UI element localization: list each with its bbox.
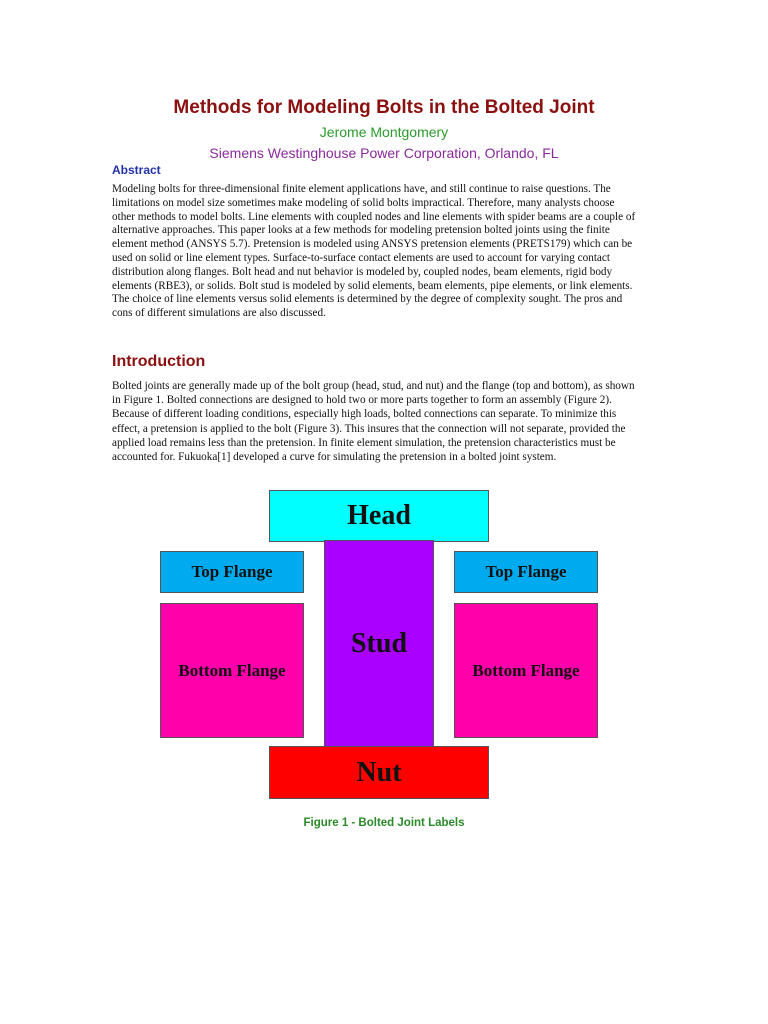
paper-title: Methods for Modeling Bolts in the Bolted Joint xyxy=(173,97,595,118)
bottom-flange-left-block xyxy=(160,603,304,738)
nut-block xyxy=(269,746,489,799)
author-name: Jerome Montgomery xyxy=(319,124,449,140)
top-flange-right-label: Top Flange xyxy=(485,562,567,581)
head-label: Head xyxy=(347,500,411,531)
top-flange-left-block xyxy=(160,551,304,593)
introduction-heading: Introduction xyxy=(112,353,206,370)
stud-block xyxy=(324,540,434,748)
author-affiliation: Siemens Westinghouse Power Corporation, Orlando, FL xyxy=(209,145,559,161)
head-block xyxy=(269,490,489,542)
bottom-flange-right-label: Bottom Flange xyxy=(472,660,580,680)
bottom-flange-right-block xyxy=(454,603,598,738)
figure-caption: Figure 1 - Bolted Joint Labels xyxy=(303,817,465,829)
nut-label: Nut xyxy=(356,756,402,788)
top-flange-right-block xyxy=(454,551,598,593)
top-flange-left-label: Top Flange xyxy=(191,562,273,581)
introduction-paragraph: Bolted joints are generally made up of the bolt group (head, stud, and nut) and the flange (top and bottom), as shown in Figure 1. Bolted connections are designed to hold two or more parts together to form an assembly (Figure 2). Because of different loading conditions, especially high loads, bolted connections can separate. To minimize this effect, a pretension is applied to the bolt (Figure 3). This insures that the connection will not separate, provided the applied load remains less than the pretension. In finite element simulation, the pretension characteristics must be accounted for. Fukuoka[1] developed a curve for simulating the pretension in a bolted joint system. xyxy=(112,380,635,464)
stud-label: Stud xyxy=(350,628,408,659)
abstract-heading: Abstract xyxy=(112,163,161,177)
bottom-flange-left-label: Bottom Flange xyxy=(178,660,286,680)
abstract-paragraph: Modeling bolts for three-dimensional finite element applications have, and still continue to raise questions. The limitations on model size sometimes make modeling of solid bolts impractical. Therefore, many analysts choose other methods to model bolts. Line elements with coupled nodes and line elements with spider beams are a couple of alternative approaches. This paper looks at a few methods for modeling pretension bolted joints using the finite element method (ANSYS 5.7). Pretension is modeled using ANSYS pretension elements (PRETS179) which can be used on solid or line element types. Surface-to-surface contact elements are used to account for varying contact distribution along flanges. Bolt head and nut behavior is modeled by, coupled nodes, beam elements, rigid body elements (RBE3), or solids. Bolt stud is modeled by solid elements, beam elements, pipe elements, or link elements. The choice of line elements versus solid elements is determined by the degree of complexity sought. The pros and cons of different simulations are also discussed. xyxy=(112,183,636,320)
